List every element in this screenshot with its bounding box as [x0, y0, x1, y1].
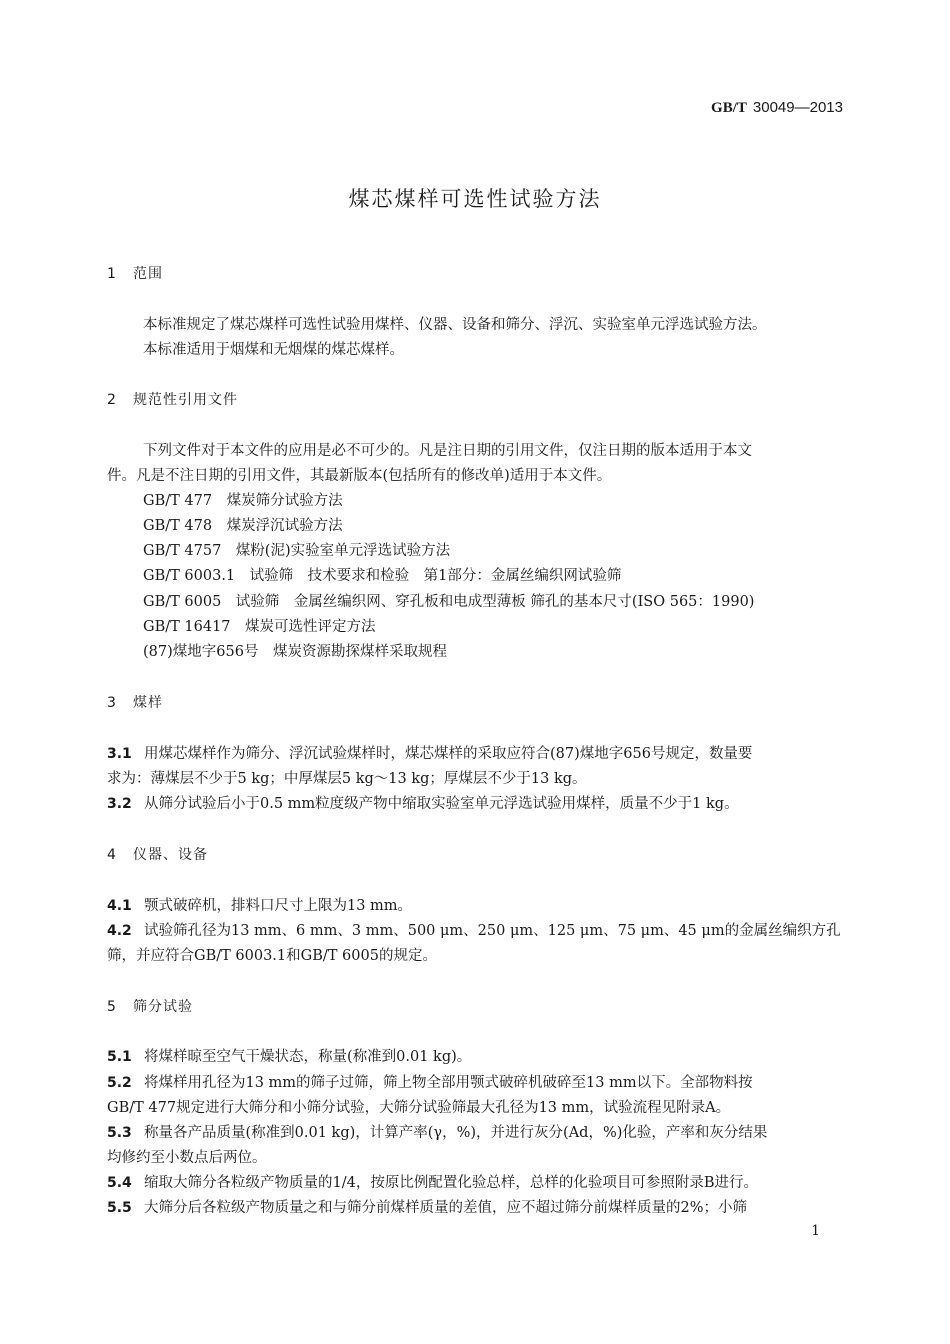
clause-text: 颚式破碎机，排料口尺寸上限为13 mm。: [144, 898, 413, 914]
reference-item: GB/T 477 煤炭筛分试验方法: [143, 493, 343, 509]
clause-4-1: [107, 894, 412, 919]
standard-prefix: GB/T: [711, 100, 747, 116]
section-heading-4: [107, 843, 208, 868]
section-heading-1: [107, 262, 163, 287]
clause-5-4: [107, 1171, 758, 1196]
clause-continuation: 筛，并应符合GB/T 6003.1和GB/T 6005的规定。: [107, 948, 437, 964]
clause-number: 5.3: [107, 1125, 132, 1141]
clause-5-1: [107, 1045, 471, 1070]
clause-number: 4.1: [107, 898, 132, 914]
clause-3-2: [107, 792, 739, 817]
reference-item: GB/T 16417 煤炭可选性评定方法: [143, 619, 376, 635]
clause-5-5: [107, 1196, 747, 1221]
clause-number: 5.4: [107, 1175, 132, 1191]
clause-continuation: GB/T 477规定进行大筛分和小筛分试验，大筛分试验筛最大孔径为13 mm，试验流程见附录A。: [107, 1100, 731, 1116]
reference-item: GB/T 6003.1 试验筛 技术要求和检验 第1部分：金属丝编织网试验筛: [143, 568, 622, 584]
clause-text: 缩取大筛分各粒级产物质量的1/4，按原比例配置化验总样，总样的化验项目可参照附录B进行。: [144, 1175, 758, 1191]
section-title: 范围: [133, 266, 163, 282]
section-number: 3: [107, 695, 116, 711]
standard-number: [711, 99, 843, 117]
clause-number: 3.1: [107, 746, 132, 762]
clause-text: 试验筛孔径为13 mm、6 mm、3 mm、500 μm、250 μm、125 μm、75 μm、45 μm的金属丝编织方孔: [144, 923, 841, 939]
document-title: 煤芯煤样可选性试验方法: [348, 187, 602, 211]
clause-number: 4.2: [107, 923, 132, 939]
paragraph: 本标准适用于烟煤和无烟煤的煤芯煤样。: [143, 342, 404, 358]
paragraph: 件。凡是不注日期的引用文件，其最新版本(包括所有的修改单)适用于本文件。: [107, 468, 612, 484]
clause-4-2: [107, 919, 841, 944]
clause-text: 从筛分试验后小于0.5 mm粒度级产物中缩取实验室单元浮选试验用煤样，质量不少于1 kg。: [144, 796, 739, 812]
clause-text: 大筛分后各粒级产物质量之和与筛分前煤样质量的差值，应不超过筛分前煤样质量的2%；小筛: [144, 1200, 747, 1216]
section-number: 5: [107, 999, 116, 1015]
reference-item: (87)煤地字656号 煤炭资源勘探煤样采取规程: [143, 644, 447, 660]
clause-number: 5.2: [107, 1075, 132, 1091]
section-heading-3: [107, 691, 163, 716]
clause-continuation: 均修约至小数点后两位。: [107, 1150, 267, 1166]
section-title: 仪器、设备: [133, 847, 208, 863]
clause-continuation: 求为：薄煤层不少于5 kg；中厚煤层5 kg～13 kg；厚煤层不少于13 kg。: [107, 771, 587, 787]
clause-5-3: [107, 1121, 767, 1146]
page-number: 1: [811, 1223, 820, 1239]
reference-item: GB/T 4757 煤粉(泥)实验室单元浮选试验方法: [143, 543, 451, 559]
clause-text: 用煤芯煤样作为筛分、浮沉试验煤样时，煤芯煤样的采取应符合(87)煤地字656号规定，数量要: [144, 746, 753, 762]
clause-5-2: [107, 1071, 753, 1096]
standard-code: 30049—2013: [752, 99, 843, 116]
section-heading-5: [107, 995, 193, 1020]
section-title: 筛分试验: [133, 999, 193, 1015]
paragraph: 下列文件对于本文件的应用是必不可少的。凡是注日期的引用文件，仅注日期的版本适用于本文: [143, 443, 752, 459]
section-title: 煤样: [133, 695, 163, 711]
clause-text: 将煤样用孔径为13 mm的筛子过筛，筛上物全部用颚式破碎机破碎至13 mm以下。全部物料按: [144, 1075, 753, 1091]
section-heading-2: [107, 388, 238, 413]
section-title: 规范性引用文件: [133, 392, 238, 408]
clause-number: 3.2: [107, 796, 132, 812]
clause-text: 将煤样晾至空气干燥状态，称量(称准到0.01 kg)。: [144, 1049, 472, 1065]
reference-item: GB/T 478 煤炭浮沉试验方法: [143, 518, 343, 534]
section-number: 1: [107, 266, 116, 282]
clause-number: 5.1: [107, 1049, 132, 1065]
clause-number: 5.5: [107, 1200, 132, 1216]
section-number: 2: [107, 392, 116, 408]
reference-item: GB/T 6005 试验筛 金属丝编织网、穿孔板和电成型薄板 筛孔的基本尺寸(ISO 565：1990): [143, 594, 755, 610]
clause-3-1: [107, 742, 752, 767]
paragraph: 本标准规定了煤芯煤样可选性试验用煤样、仪器、设备和筛分、浮沉、实验室单元浮选试验方法。: [143, 317, 767, 333]
section-number: 4: [107, 847, 116, 863]
clause-text: 称量各产品质量(称准到0.01 kg)，计算产率(γ，%)，并进行灰分(Ad，%)化验，产率和灰分结果: [144, 1125, 768, 1141]
